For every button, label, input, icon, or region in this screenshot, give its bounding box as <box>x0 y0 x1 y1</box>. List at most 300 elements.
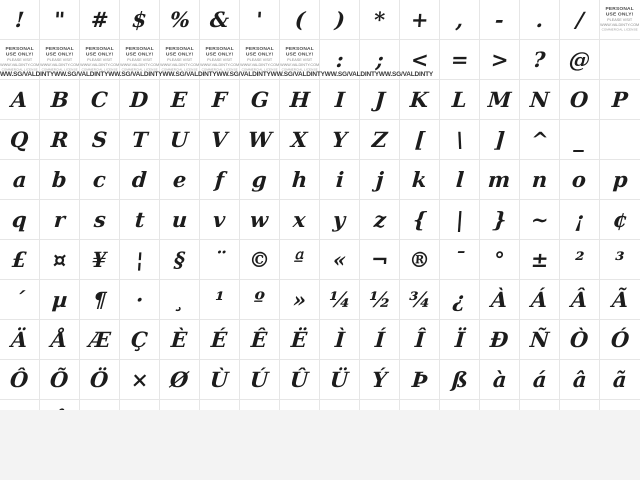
glyph-cell <box>0 40 40 80</box>
glyph-cell <box>120 240 160 280</box>
watermark-line3: PLEASE VISIT <box>46 57 73 63</box>
watermark-line4: WWW.VALDINTY.COM <box>40 62 80 68</box>
glyph: : <box>334 47 345 72</box>
glyph: H <box>288 87 311 112</box>
glyph: N <box>529 87 550 112</box>
glyph-cell <box>80 80 120 120</box>
glyph: Ú <box>249 367 270 392</box>
glyph: Ò <box>569 327 590 352</box>
watermark-line3: PLEASE VISIT <box>86 57 113 63</box>
glyph: n <box>530 167 549 192</box>
glyph: ? <box>532 47 547 72</box>
glyph-cell <box>600 80 640 120</box>
glyph: x <box>292 207 307 232</box>
glyph-cell <box>360 200 400 240</box>
glyph-cell <box>280 280 320 320</box>
glyph: ] <box>493 127 506 152</box>
watermark-line5: COMMERCIAL LICENSE <box>1 68 38 72</box>
watermark-line2: USE ONLY! <box>5 52 34 58</box>
glyph: v <box>212 207 227 232</box>
glyph: s <box>92 207 107 232</box>
glyph-cell <box>520 80 560 120</box>
glyph-cell <box>160 240 200 280</box>
glyph-cell <box>480 320 520 360</box>
glyph-cell <box>480 280 520 320</box>
glyph-cell <box>360 80 400 120</box>
glyph: Ç <box>130 327 149 352</box>
glyph-cell <box>520 200 560 240</box>
glyph: Í <box>373 327 386 352</box>
watermark-line2: USE ONLY! <box>285 52 314 58</box>
glyph-cell <box>320 0 360 40</box>
glyph: Ü <box>329 367 350 392</box>
glyph: C <box>90 87 109 112</box>
glyph: Â <box>570 287 589 312</box>
watermark-line4: WWW.VALDINTY.COM <box>120 62 160 68</box>
glyph-cell <box>0 240 40 280</box>
watermark-line4: WWW.VALDINTY.COM <box>200 62 240 68</box>
glyph-cell <box>560 120 600 160</box>
glyph: Ì <box>333 327 346 352</box>
glyph: w <box>249 207 270 232</box>
glyph-cell <box>80 360 120 400</box>
glyph: ¨ <box>213 247 226 272</box>
glyph-cell <box>120 320 160 360</box>
watermark-line1: PERSONAL <box>125 46 154 52</box>
glyph-cell <box>320 320 360 360</box>
glyph-cell <box>400 0 440 40</box>
glyph-cell <box>400 200 440 240</box>
watermark-block <box>0 46 39 72</box>
glyph: R <box>49 127 70 152</box>
watermark-line3: PLEASE VISIT <box>126 57 153 63</box>
glyph-cell <box>280 160 320 200</box>
glyph: Ã <box>610 287 630 312</box>
glyph: e <box>171 167 188 192</box>
glyph: ) <box>333 7 346 32</box>
glyph: ^ <box>529 127 550 152</box>
glyph: K <box>409 87 430 112</box>
watermark-line2: USE ONLY! <box>205 52 234 58</box>
glyph-cell <box>480 120 520 160</box>
glyph: r <box>53 207 66 232</box>
glyph: # <box>89 7 110 32</box>
glyph: j <box>374 167 385 192</box>
watermark-line4: WWW.VALDINTY.COM <box>160 62 200 68</box>
watermark-line5: COMMERCIAL LICENSE <box>41 68 78 72</box>
glyph: o <box>571 167 588 192</box>
glyph-cell <box>480 160 520 200</box>
watermark-line3: PLEASE VISIT <box>166 57 193 63</box>
glyph: _ <box>573 127 586 152</box>
glyph: X <box>290 127 309 152</box>
watermark-url-strip: WW.SG/VALDINTYWW.SG/VALDINTYWW.SG/VALDINTYWW.SG/VALDINTYWW.SG/VALDINTYWW.SG/VALDINTYWW.SG/VALDINTYWW.SG/VALDINTY <box>0 71 434 78</box>
glyph: ¡ <box>574 207 585 232</box>
watermark-line3: PLEASE VISIT <box>6 57 33 63</box>
glyph: p <box>611 167 629 192</box>
glyph-cell <box>0 160 40 200</box>
glyph-cell <box>480 40 520 80</box>
glyph-cell <box>400 160 440 200</box>
glyph: ² <box>574 247 585 272</box>
watermark-line5: COMMERCIAL LICENSE <box>281 68 318 72</box>
glyph-cell <box>320 360 360 400</box>
glyph: ¦ <box>134 247 145 272</box>
glyph-cell <box>600 0 640 40</box>
glyph-cell <box>400 360 440 400</box>
glyph-cell <box>560 40 600 80</box>
watermark-line2: USE ONLY! <box>245 52 274 58</box>
watermark-line3: PLEASE VISIT <box>607 17 633 23</box>
glyph: © <box>248 247 271 272</box>
glyph-cell <box>480 240 520 280</box>
glyph: l <box>454 167 465 192</box>
watermark-block <box>280 46 319 72</box>
glyph-cell <box>200 240 240 280</box>
glyph: Ñ <box>529 327 550 352</box>
glyph: T <box>130 127 149 152</box>
glyph: × <box>129 367 150 392</box>
watermark-line4: WWW.VALDINTY.COM <box>280 62 320 68</box>
glyph-cell <box>0 360 40 400</box>
glyph-cell <box>200 40 240 80</box>
glyph-cell <box>400 40 440 80</box>
watermark-line5: COMMERCIAL LICENSE <box>121 68 158 72</box>
watermark-line2: USE ONLY! <box>606 12 634 18</box>
glyph: Õ <box>49 367 70 392</box>
glyph-cell <box>280 80 320 120</box>
glyph-cell <box>40 80 80 120</box>
glyph: G <box>249 87 270 112</box>
glyph-cell <box>200 160 240 200</box>
glyph: q <box>11 207 28 232</box>
glyph: ¼ <box>327 287 352 312</box>
glyph: Á <box>530 287 549 312</box>
glyph: Å <box>50 327 69 352</box>
glyph-cell <box>280 360 320 400</box>
watermark-block <box>120 46 159 72</box>
glyph-cell <box>160 200 200 240</box>
glyph: É <box>210 327 229 352</box>
glyph: Ö <box>89 367 110 392</box>
glyph: Ê <box>250 327 269 352</box>
watermark-block <box>80 46 119 72</box>
watermark-line4: WWW.VALDINTY.COM <box>240 62 280 68</box>
glyph-cell <box>520 240 560 280</box>
glyph-cell <box>240 200 280 240</box>
glyph-cell <box>560 320 600 360</box>
glyph: â <box>571 367 588 392</box>
watermark-block <box>600 6 639 32</box>
glyph-cell <box>600 320 640 360</box>
glyph-cell <box>440 120 480 160</box>
glyph: > <box>489 47 510 72</box>
glyph-cell <box>400 120 440 160</box>
glyph: A <box>10 87 29 112</box>
glyph: } <box>491 207 508 232</box>
glyph: P <box>611 87 629 112</box>
glyph: , <box>454 7 465 32</box>
glyph-cell <box>0 320 40 360</box>
glyph: ß <box>450 367 469 392</box>
glyph: Ø <box>169 367 190 392</box>
glyph: Æ <box>87 327 112 352</box>
glyph-cell <box>240 240 280 280</box>
glyph-cell <box>40 360 80 400</box>
glyph: ³ <box>614 247 626 272</box>
watermark-line5: COMMERCIAL LICENSE <box>241 68 278 72</box>
glyph-cell <box>520 0 560 40</box>
glyph: ( <box>293 7 306 32</box>
glyph-cell <box>40 120 80 160</box>
glyph-cell <box>160 0 200 40</box>
glyph-cell <box>240 160 280 200</box>
glyph-cell <box>240 280 280 320</box>
glyph-cell <box>560 160 600 200</box>
glyph-cell <box>120 120 160 160</box>
glyph-cell <box>40 40 80 80</box>
glyph-cell <box>480 80 520 120</box>
glyph-cell <box>0 0 40 40</box>
glyph: ¢ <box>611 207 629 232</box>
glyph-cell <box>200 280 240 320</box>
glyph: f <box>214 167 225 192</box>
glyph-cell <box>120 80 160 120</box>
glyph-cell <box>360 40 400 80</box>
glyph-cell <box>400 280 440 320</box>
glyph-cell <box>200 0 240 40</box>
watermark-line3: PLEASE VISIT <box>206 57 233 63</box>
glyph-cell <box>240 360 280 400</box>
glyph: g <box>251 167 268 192</box>
glyph: M <box>487 87 512 112</box>
glyph-cell <box>320 280 360 320</box>
watermark-line4: WWW.VALDINTY.COM <box>600 22 640 28</box>
watermark-line1: PERSONAL <box>205 46 234 52</box>
glyph: d <box>131 167 148 192</box>
glyph-cell <box>0 120 40 160</box>
glyph-cell <box>240 320 280 360</box>
glyph-cell <box>80 0 120 40</box>
glyph: à <box>491 367 508 392</box>
glyph-cell <box>600 160 640 200</box>
glyph-cell <box>600 40 640 80</box>
glyph-cell <box>40 240 80 280</box>
glyph-cell <box>200 120 240 160</box>
glyph: Þ <box>410 367 429 392</box>
glyph: k <box>411 167 428 192</box>
glyph-cell <box>120 280 160 320</box>
glyph: Û <box>289 367 310 392</box>
glyph-cell <box>80 280 120 320</box>
glyph-cell <box>0 200 40 240</box>
glyph: c <box>92 167 107 192</box>
glyph: ® <box>408 247 431 272</box>
glyph: » <box>292 287 307 312</box>
glyph-cell <box>360 160 400 200</box>
glyph-cell <box>360 120 400 160</box>
watermark-line1: PERSONAL <box>285 46 314 52</box>
watermark-line1: PERSONAL <box>85 46 114 52</box>
glyph: ¾ <box>407 287 432 312</box>
glyph: V <box>210 127 229 152</box>
glyph-cell <box>40 0 80 40</box>
glyph: F <box>211 87 228 112</box>
glyph-cell <box>0 80 40 120</box>
glyph-cell <box>440 320 480 360</box>
glyph-cell <box>160 320 200 360</box>
glyph-cell <box>440 0 480 40</box>
glyph-cell <box>80 160 120 200</box>
glyph: £ <box>11 247 28 272</box>
glyph-cell <box>600 280 640 320</box>
glyph-cell <box>160 80 200 120</box>
glyph: % <box>168 7 191 32</box>
glyph: Ô <box>9 367 30 392</box>
glyph-cell <box>120 200 160 240</box>
glyph-cell <box>560 200 600 240</box>
glyph-cell <box>400 240 440 280</box>
glyph-cell <box>520 160 560 200</box>
glyph-cell <box>520 40 560 80</box>
glyph: L <box>451 87 468 112</box>
glyph: B <box>49 87 70 112</box>
glyph: S <box>91 127 108 152</box>
glyph: \ <box>454 127 465 152</box>
glyph: O <box>569 87 590 112</box>
glyph: " <box>53 7 66 32</box>
glyph: = <box>449 47 470 72</box>
glyph-cell <box>160 360 200 400</box>
glyph: y <box>332 207 347 232</box>
glyph: I <box>333 87 346 112</box>
glyph: µ <box>50 287 69 312</box>
glyph-cell <box>0 280 40 320</box>
glyph: ´ <box>13 287 26 312</box>
glyph-cell <box>360 360 400 400</box>
glyph: Y <box>331 127 348 152</box>
glyph-cell <box>320 200 360 240</box>
glyph-cell <box>560 280 600 320</box>
glyph: ¿ <box>452 287 467 312</box>
glyph-cell <box>200 80 240 120</box>
watermark-block <box>240 46 279 72</box>
glyph: ¶ <box>91 287 108 312</box>
glyph: Î <box>413 327 426 352</box>
watermark-line3: PLEASE VISIT <box>246 57 273 63</box>
glyph: ¸ <box>173 287 186 312</box>
glyph: ; <box>374 47 385 72</box>
glyph-cell <box>560 360 600 400</box>
glyph-cell <box>160 280 200 320</box>
glyph: Ï <box>453 327 466 352</box>
glyph: ¤ <box>51 247 68 272</box>
glyph: { <box>411 207 428 232</box>
glyph-cell <box>600 240 640 280</box>
glyph: < <box>409 47 430 72</box>
glyph: * <box>373 7 386 32</box>
glyph-cell <box>80 200 120 240</box>
glyph-cell <box>320 40 360 80</box>
glyph-cell <box>360 280 400 320</box>
watermark-line1: PERSONAL <box>165 46 194 52</box>
glyph-cell <box>40 160 80 200</box>
glyph-cell <box>440 280 480 320</box>
glyph: « <box>332 247 347 272</box>
glyph: È <box>170 327 189 352</box>
glyph: m <box>487 167 512 192</box>
glyph: Ë <box>290 327 309 352</box>
glyph: À <box>490 287 509 312</box>
glyph-cell <box>320 120 360 160</box>
glyph: b <box>51 167 68 192</box>
watermark-block <box>200 46 239 72</box>
glyph: U <box>169 127 190 152</box>
glyph: ¯ <box>453 247 466 272</box>
glyph-cell <box>480 360 520 400</box>
glyph: | <box>454 207 465 232</box>
glyph-cell <box>520 120 560 160</box>
glyph: / <box>574 7 585 32</box>
glyph: + <box>409 7 430 32</box>
glyph-cell <box>80 120 120 160</box>
glyph-cell <box>160 40 200 80</box>
watermark-line1: PERSONAL <box>605 6 635 12</box>
glyph-cell <box>520 360 560 400</box>
glyph-cell <box>480 0 520 40</box>
glyph-cell <box>400 320 440 360</box>
watermark-line1: PERSONAL <box>45 46 74 52</box>
watermark-line4: WWW.VALDINTY.COM <box>80 62 120 68</box>
glyph: $ <box>131 7 148 32</box>
glyph: § <box>173 247 186 272</box>
watermark-line2: USE ONLY! <box>165 52 194 58</box>
glyph: z <box>372 207 387 232</box>
glyph: º <box>253 287 266 312</box>
watermark-line5: COMMERCIAL LICENSE <box>201 68 238 72</box>
watermark-line5: COMMERCIAL LICENSE <box>81 68 118 72</box>
glyph: - <box>494 7 505 32</box>
glyph: & <box>209 7 230 32</box>
glyph-cell <box>280 40 320 80</box>
glyph: Ó <box>609 327 631 352</box>
glyph-cell <box>360 0 400 40</box>
glyph: Z <box>370 127 389 152</box>
glyph-cell <box>280 200 320 240</box>
glyph: ! <box>14 7 25 32</box>
glyph-cell <box>440 360 480 400</box>
glyph-cell <box>280 240 320 280</box>
watermark-line4: WWW.VALDINTY.COM <box>0 62 40 68</box>
glyph-cell <box>120 0 160 40</box>
glyph-cell <box>40 280 80 320</box>
glyph-cell <box>280 320 320 360</box>
glyph-cell <box>600 200 640 240</box>
glyph: i <box>334 167 345 192</box>
glyph-cell <box>160 120 200 160</box>
glyph-cell <box>240 120 280 160</box>
glyph: · <box>134 287 145 312</box>
glyph-cell <box>120 360 160 400</box>
watermark-line2: USE ONLY! <box>85 52 114 58</box>
glyph: ¹ <box>214 287 225 312</box>
glyph: Ä <box>10 327 29 352</box>
glyph: [ <box>413 127 426 152</box>
glyph-cell <box>80 320 120 360</box>
glyph: W <box>246 127 273 152</box>
glyph: a <box>11 167 28 192</box>
glyph-cell <box>600 120 640 160</box>
